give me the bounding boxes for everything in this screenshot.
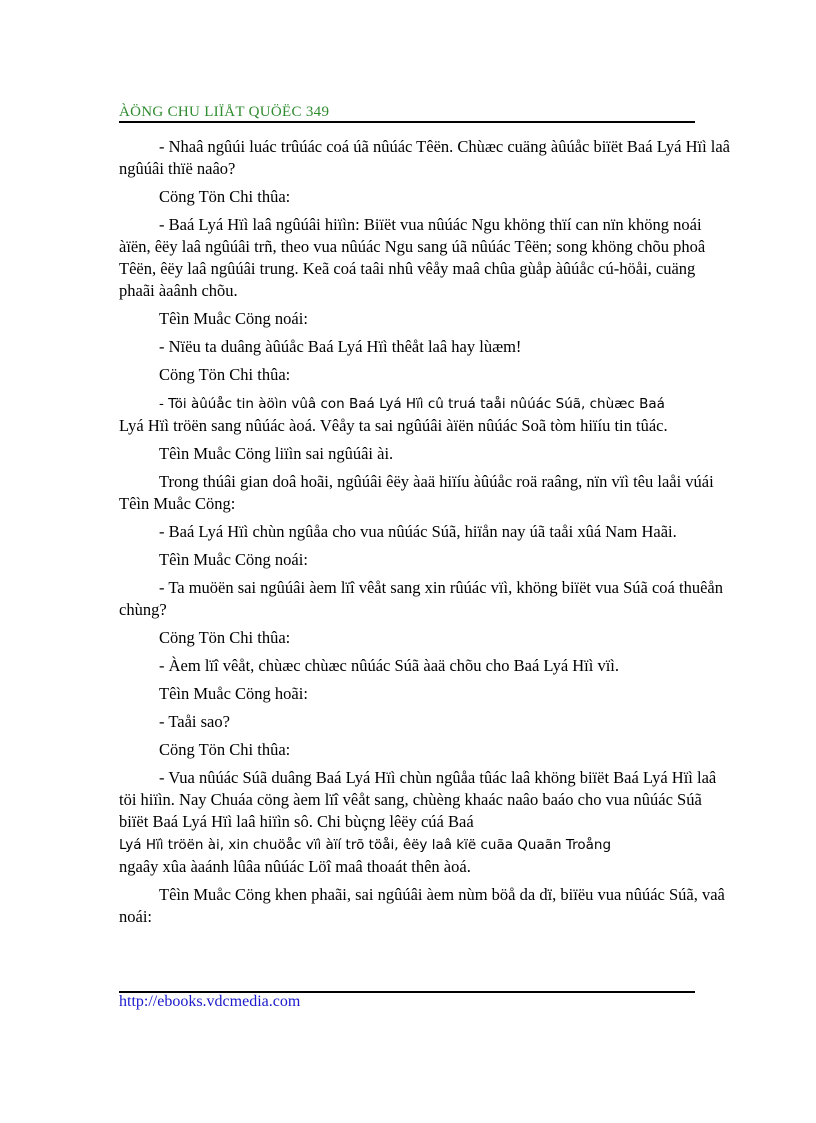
paragraph-continuation: ngaây xûa àaánh lûâa nûúác Löî maâ thoaát thên àoá. <box>119 857 471 876</box>
paragraph: Cöng Tön Chi thûa: <box>159 365 291 384</box>
paragraph: Cöng Tön Chi thûa: <box>159 187 291 206</box>
paragraph: Cöng Tön Chi thûa: <box>159 740 291 759</box>
running-header: ÀÖNG CHU LIÏÅT QUÖËC 349 <box>119 104 330 120</box>
paragraph: - Taåi sao? <box>159 712 230 731</box>
paragraph: - Ta muöën sai ngûúâi àem lïî vêåt sang xin rûúác vïì, khöng biïët vua Súã coá thuêån chùng? <box>119 578 723 619</box>
paragraph: Têìn Muåc Cöng noái: <box>159 309 308 328</box>
paragraph: Têìn Muåc Cöng liïìn sai ngûúâi ài. <box>159 444 394 463</box>
footer-link[interactable]: http://ebooks.vdcmedia.com <box>119 993 301 1010</box>
paragraph: - Nïëu ta duâng àûúåc Baá Lyá Hïì thêåt laâ hay lùæm! <box>159 337 522 356</box>
paragraph: Têìn Muåc Cöng khen phaãi, sai ngûúâi àem nùm böå da dï, biïëu vua nûúác Súã, vaâ noái: <box>119 885 725 926</box>
paragraph: Cöng Tön Chi thûa: <box>159 628 291 647</box>
paragraph-continuation <box>119 833 731 856</box>
paragraph-small-line: Lyá Hïì tröën ài, xin chuöåc vïì àïí trõ töåi, êëy laâ kïë cuãa Quaãn Troång <box>119 837 612 853</box>
paragraph: - Vua nûúác Súã duâng Baá Lyá Hïì chùn ngûåa tûác laâ khöng biïët Baá Lyá Hïì laâ töi hiïìn. Nay Chuáa cöng àem lïî vêåt sang, chùèng khaác naâo baáo cho vua nûúác Súã biïët Baá Lyá Hïì laâ hiïìn sô. Chi bùçng lêëy cúá Baá <box>119 768 717 831</box>
paragraph: - Nhaâ ngûúi luác trûúác coá úã nûúác Têën. Chùæc cuäng àûúåc biïët Baá Lyá Hïì laâ ngûúâi thïë naâo? <box>119 137 731 178</box>
header-rule <box>119 121 695 123</box>
paragraph <box>119 392 731 415</box>
paragraph-first-line: - Töi àûúåc tin àöìn vûâ con Baá Lyá Hïì cû truá taåi nûúác Súã, chùæc Baá <box>159 396 665 412</box>
paragraph: - Baá Lyá Hïì chùn ngûåa cho vua nûúác Súã, hiïån nay úã taåi xûá Nam Haãi. <box>159 522 677 541</box>
paragraph: - Baá Lyá Hïì laâ ngûúâi hiïìn: Biïët vua nûúác Ngu khöng thïí can nïn khöng noái àïën, êëy laâ ngûúâi trñ, theo vua nûúác Ngu sang úã nûúác Têën; song khöng chõu phoâ Têën, êëy laâ ngûúâi trung. Keã coá taâi nhû vêåy maâ chûa gùåp àûúåc cú-höåi, cuäng phaãi àaânh chõu. <box>119 215 706 300</box>
paragraph: Têìn Muåc Cöng hoãi: <box>159 684 308 703</box>
page-body <box>119 136 731 928</box>
paragraph: - Àem lïî vêåt, chùæc chùæc nûúác Súã àaä chõu cho Baá Lyá Hïì vïì. <box>159 656 620 675</box>
paragraph-continuation: Lyá Hïì tröën sang nûúác àoá. Vêåy ta sai ngûúâi àïën nûúác Soã tòm hiïíu tin tûác. <box>119 416 668 435</box>
paragraph: Trong thúâi gian doâ hoãi, ngûúâi êëy àaä hiïíu àûúåc roä raâng, nïn vïì têu laåi vúái Têìn Muåc Cöng: <box>119 472 714 513</box>
paragraph: Têìn Muåc Cöng noái: <box>159 550 308 569</box>
